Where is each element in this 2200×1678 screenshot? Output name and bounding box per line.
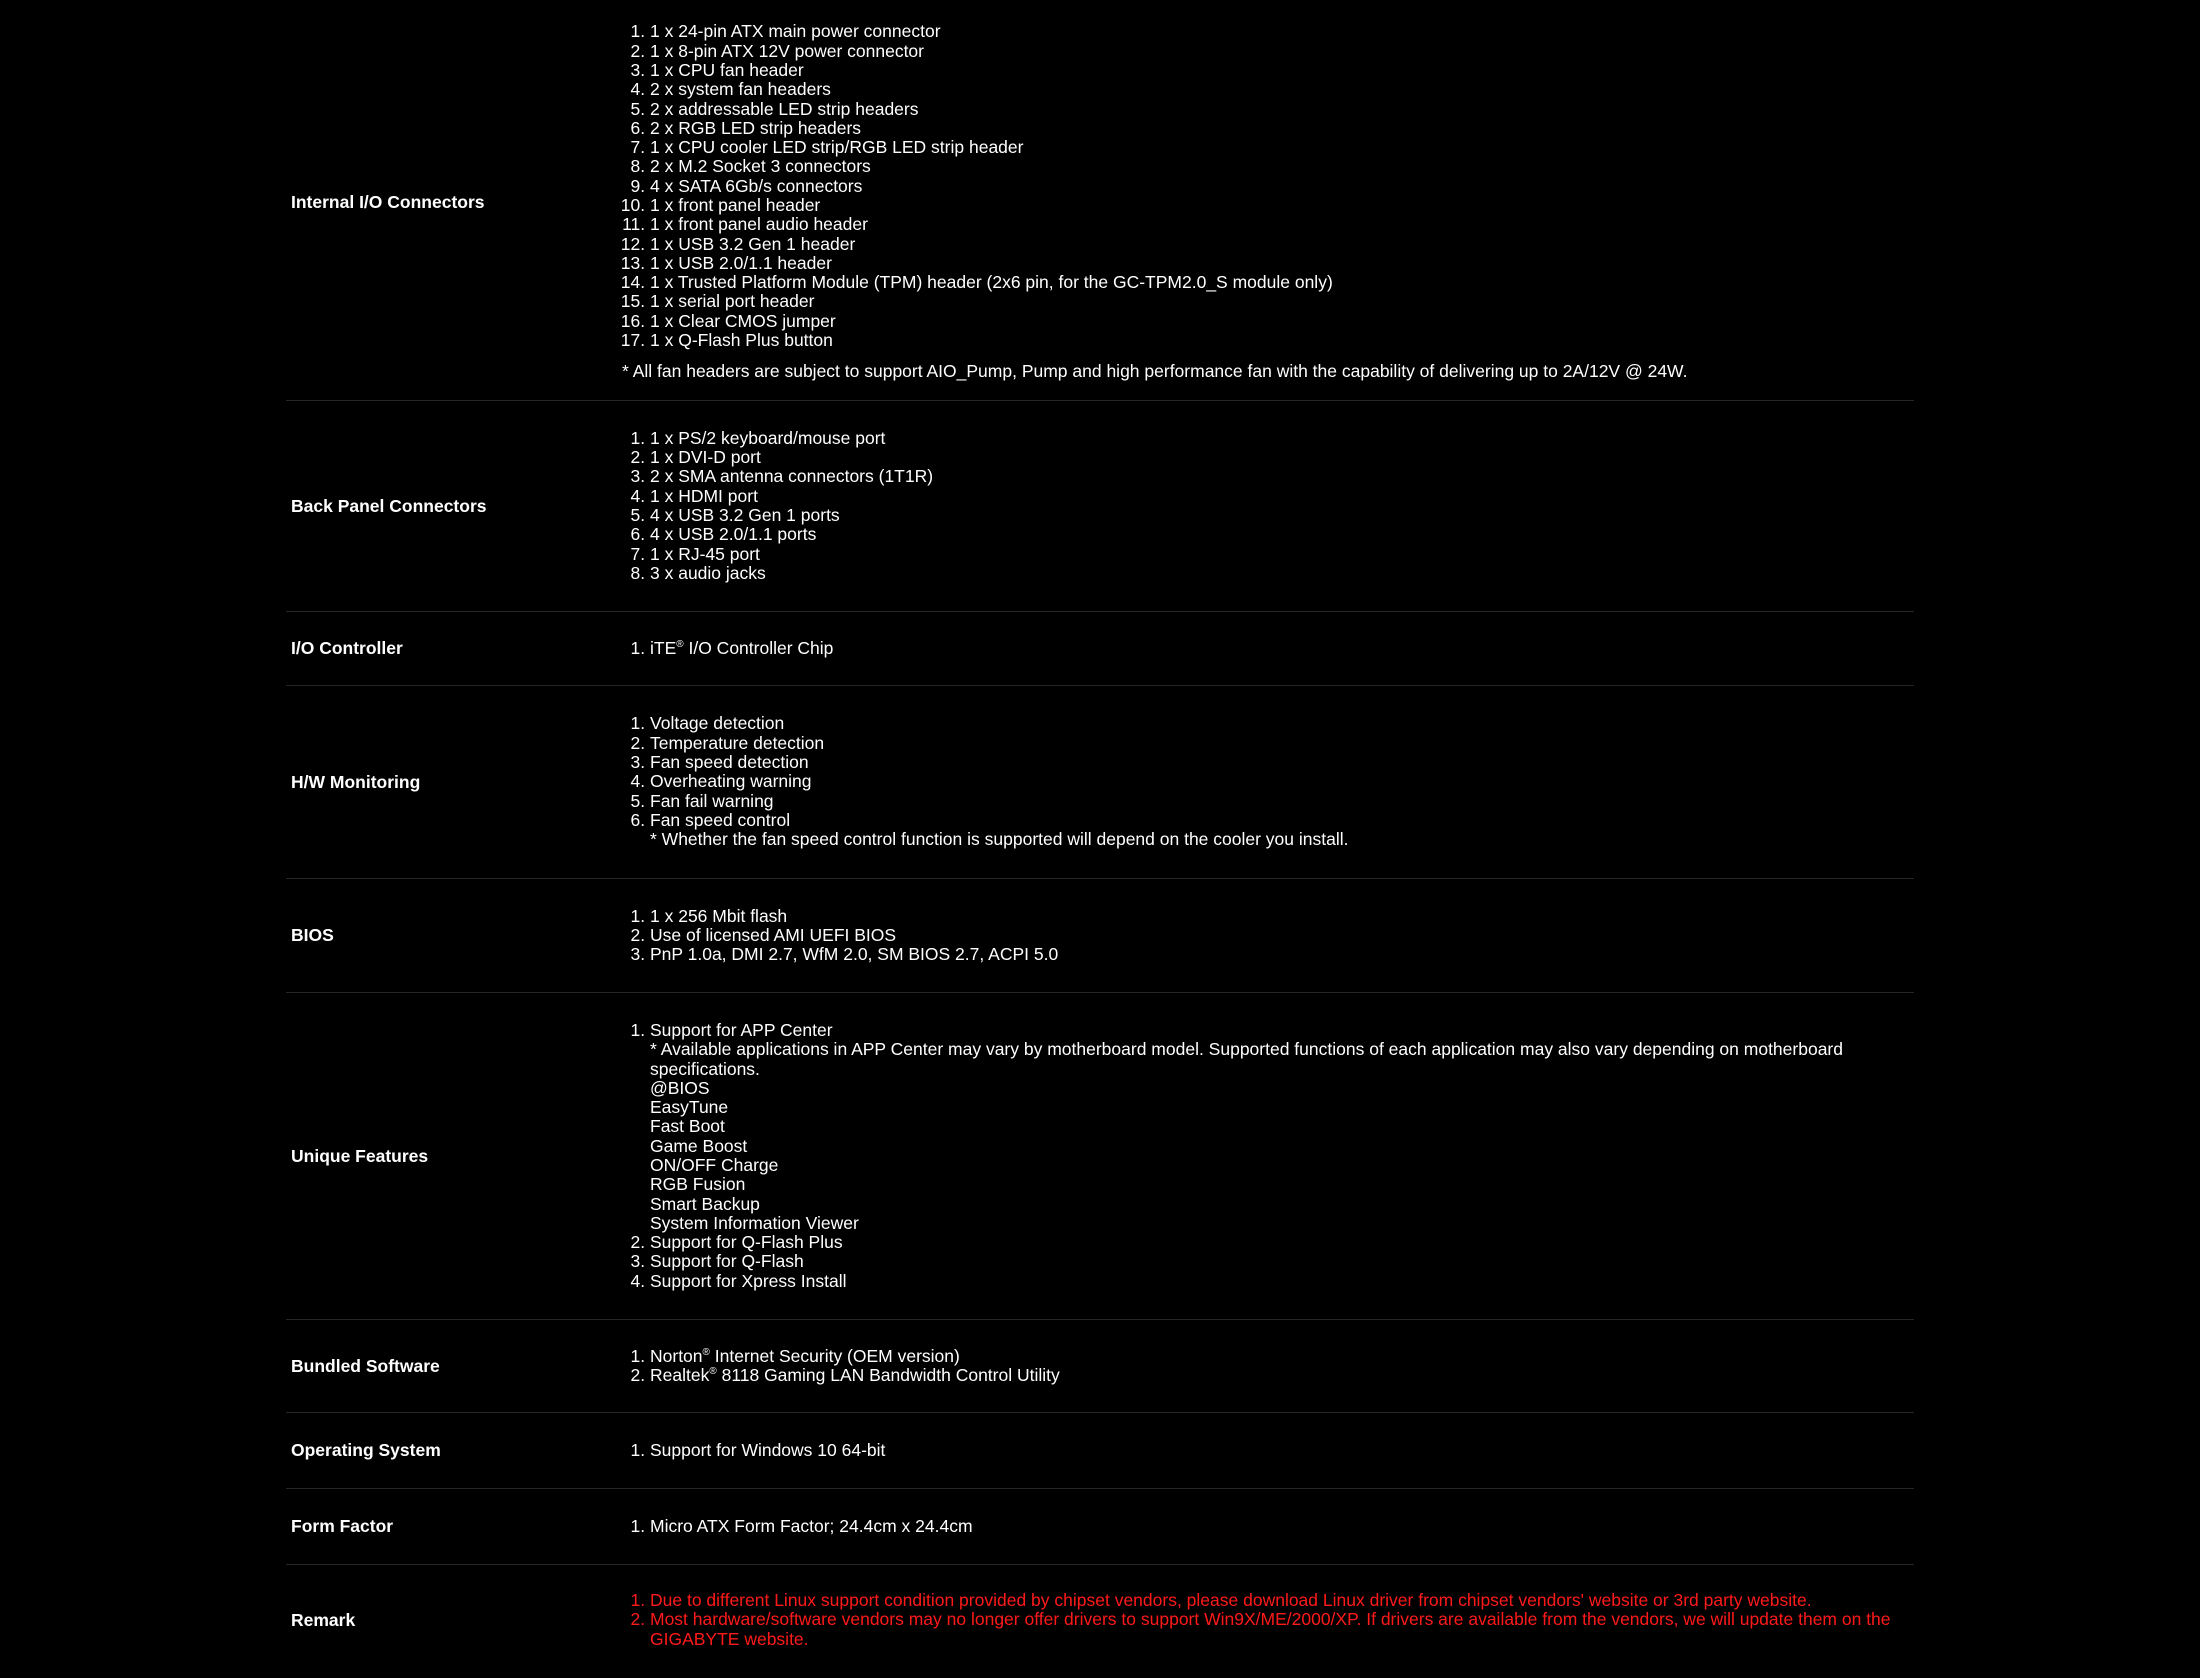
list-item [650,1366,1914,1385]
spec-label: BIOS [291,925,334,945]
list-item: 2. 1 x DVI-D port [650,448,1914,467]
spec-row-operating-system [286,1413,1914,1489]
brand-name: Norton [650,1345,703,1366]
spec-label: Internal I/O Connectors [291,191,485,212]
item-text: I/O Controller Chip [683,637,834,658]
list-item: 9. 4 x SATA 6Gb/s connectors [650,177,1914,196]
spec-label: Form Factor [291,1516,394,1536]
item-list [622,1347,1914,1386]
list-item: 3. 2 x SMA antenna connectors (1T1R) [650,467,1914,486]
list-item: 3. PnP 1.0a, DMI 2.7, WfM 2.0, SM BIOS 2.7, ACPI 5.0 [650,945,1914,964]
list-item: 3. Support for Q-Flash [650,1252,1914,1271]
list-item [650,811,1914,850]
list-item: 6. 4 x USB 2.0/1.1 ports [650,525,1914,544]
list-item: 1. Voltage detection [650,714,1914,733]
item-text: Support for APP Center [650,1019,833,1040]
spec-row-bundled-software [286,1320,1914,1413]
registered-mark: ® [709,1366,717,1378]
list-item: 4. Support for Xpress Install [650,1272,1914,1291]
spec-row-internal-io [286,0,1914,401]
spec-label: H/W Monitoring [291,771,421,792]
spec-row-back-panel [286,401,1914,612]
spec-value [622,1021,1914,1291]
spec-label: I/O Controller [291,638,403,658]
list-item: 5. 4 x USB 3.2 Gen 1 ports [650,506,1914,525]
list-item [650,1021,1914,1233]
item-list [622,907,1914,965]
list-item: 6. 2 x RGB LED strip headers [650,119,1914,138]
list-item: 16. 1 x Clear CMOS jumper [650,312,1914,331]
spec-table [286,0,1914,1675]
spec-label: Unique Features [291,1145,429,1166]
list-item: 10. 1 x front panel header [650,196,1914,215]
list-item: 4. Overheating warning [650,772,1914,791]
list-item: 3. Fan speed detection [650,753,1914,772]
list-item: 2. Use of licensed AMI UEFI BIOS [650,926,1914,945]
list-item: 5. 2 x addressable LED strip headers [650,100,1914,119]
list-item: 12. 1 x USB 3.2 Gen 1 header [650,235,1914,254]
item-list [622,1517,1914,1536]
app-name: Game Boost [650,1135,748,1156]
spec-value [622,907,1914,965]
list-item: 2. 1 x 8-pin ATX 12V power connector [650,42,1914,61]
list-item: 3. 1 x CPU fan header [650,61,1914,80]
spec-row-hw-monitoring [286,686,1914,879]
list-item: 11. 1 x front panel audio header [650,215,1914,234]
list-item: 1. 1 x 24-pin ATX main power connector [650,22,1914,41]
list-item: 13. 1 x USB 2.0/1.1 header [650,254,1914,273]
brand-name: iTE [650,637,677,658]
fan-note: * All fan headers are subject to support AIO_Pump, Pump and high performance fan with the capability of delivering up to 2A/12V @ 24W. [622,361,1688,382]
item-list [622,1591,1914,1649]
list-item: 2. Support for Q-Flash Plus [650,1233,1914,1252]
spec-value [622,429,1914,583]
spec-label: Operating System [291,1440,441,1460]
list-item: 17. 1 x Q-Flash Plus button [650,331,1914,350]
item-list [622,22,1914,350]
list-item: 2. Temperature detection [650,734,1914,753]
list-item: 8. 3 x audio jacks [650,564,1914,583]
spec-row-unique-features [286,993,1914,1320]
list-item: 7. 1 x RJ-45 port [650,545,1914,564]
spec-label: Bundled Software [291,1355,440,1376]
spec-value [622,639,1914,658]
spec-value [622,1347,1914,1386]
spec-row-io-controller [286,612,1914,686]
list-item: 8. 2 x M.2 Socket 3 connectors [650,157,1914,176]
list-item: 15. 1 x serial port header [650,292,1914,311]
registered-mark: ® [676,639,684,651]
list-item: 1. Support for Windows 10 64-bit [650,1441,1914,1460]
list-item: 7. 1 x CPU cooler LED strip/RGB LED strip header [650,138,1914,157]
spec-value [622,1591,1914,1649]
list-item: 1. 1 x 256 Mbit flash [650,907,1914,926]
list-item [650,639,1914,658]
app-center-note: * Available applications in APP Center may vary by motherboard model. Supported functions of each application may also vary depending on motherboard specifications. [650,1039,1843,1079]
list-item: 4. 2 x system fan headers [650,80,1914,99]
brand-name: Realtek [650,1365,710,1385]
spec-value [622,22,1914,381]
app-name: Smart Backup [650,1193,760,1214]
app-name: RGB Fusion [650,1174,746,1195]
spec-row-form-factor [286,1489,1914,1565]
item-text: 8118 Gaming LAN Bandwidth Control Utility [716,1365,1060,1385]
item-list [622,429,1914,583]
spec-label: Remark [291,1609,356,1630]
app-name: @BIOS [650,1077,710,1098]
list-item: 5. Fan fail warning [650,792,1914,811]
list-item: 14. 1 x Trusted Platform Module (TPM) header (2x6 pin, for the GC-TPM2.0_S module only) [650,273,1914,292]
spec-value [622,1441,1914,1460]
remark-item: 2. Most hardware/software vendors may no longer offer drivers to support Win9X/ME/2000/XP. If drivers are available from the vendors, we will update them on the GIGABYTE website. [650,1610,1914,1649]
list-item: 1. Micro ATX Form Factor; 24.4cm x 24.4cm [650,1517,1914,1536]
spec-value [622,1517,1914,1536]
app-name: EasyTune [650,1097,729,1118]
registered-mark: ® [702,1346,710,1358]
spec-row-remark [286,1565,1914,1675]
list-item: 1. 1 x PS/2 keyboard/mouse port [650,429,1914,448]
item-list [622,1021,1914,1291]
list-item: 4. 1 x HDMI port [650,487,1914,506]
remark-item: 1. Due to different Linux support condition provided by chipset vendors, please download Linux driver from chipset vendors' website or 3rd party website. [650,1591,1914,1610]
list-item [650,1347,1914,1366]
spec-row-bios [286,879,1914,993]
spec-label: Back Panel Connectors [291,495,487,516]
item-list [622,1441,1914,1460]
item-list [622,714,1914,849]
app-name: ON/OFF Charge [650,1155,779,1175]
app-name: System Information Viewer [650,1212,859,1233]
item-text: Internet Security (OEM version) [709,1345,960,1366]
item-list [622,639,1914,658]
item-text: Fan speed control [650,809,791,830]
app-name: Fast Boot [650,1116,725,1137]
fan-control-note: * Whether the fan speed control function is supported will depend on the cooler you install. [650,829,1349,850]
spec-value [622,714,1914,849]
